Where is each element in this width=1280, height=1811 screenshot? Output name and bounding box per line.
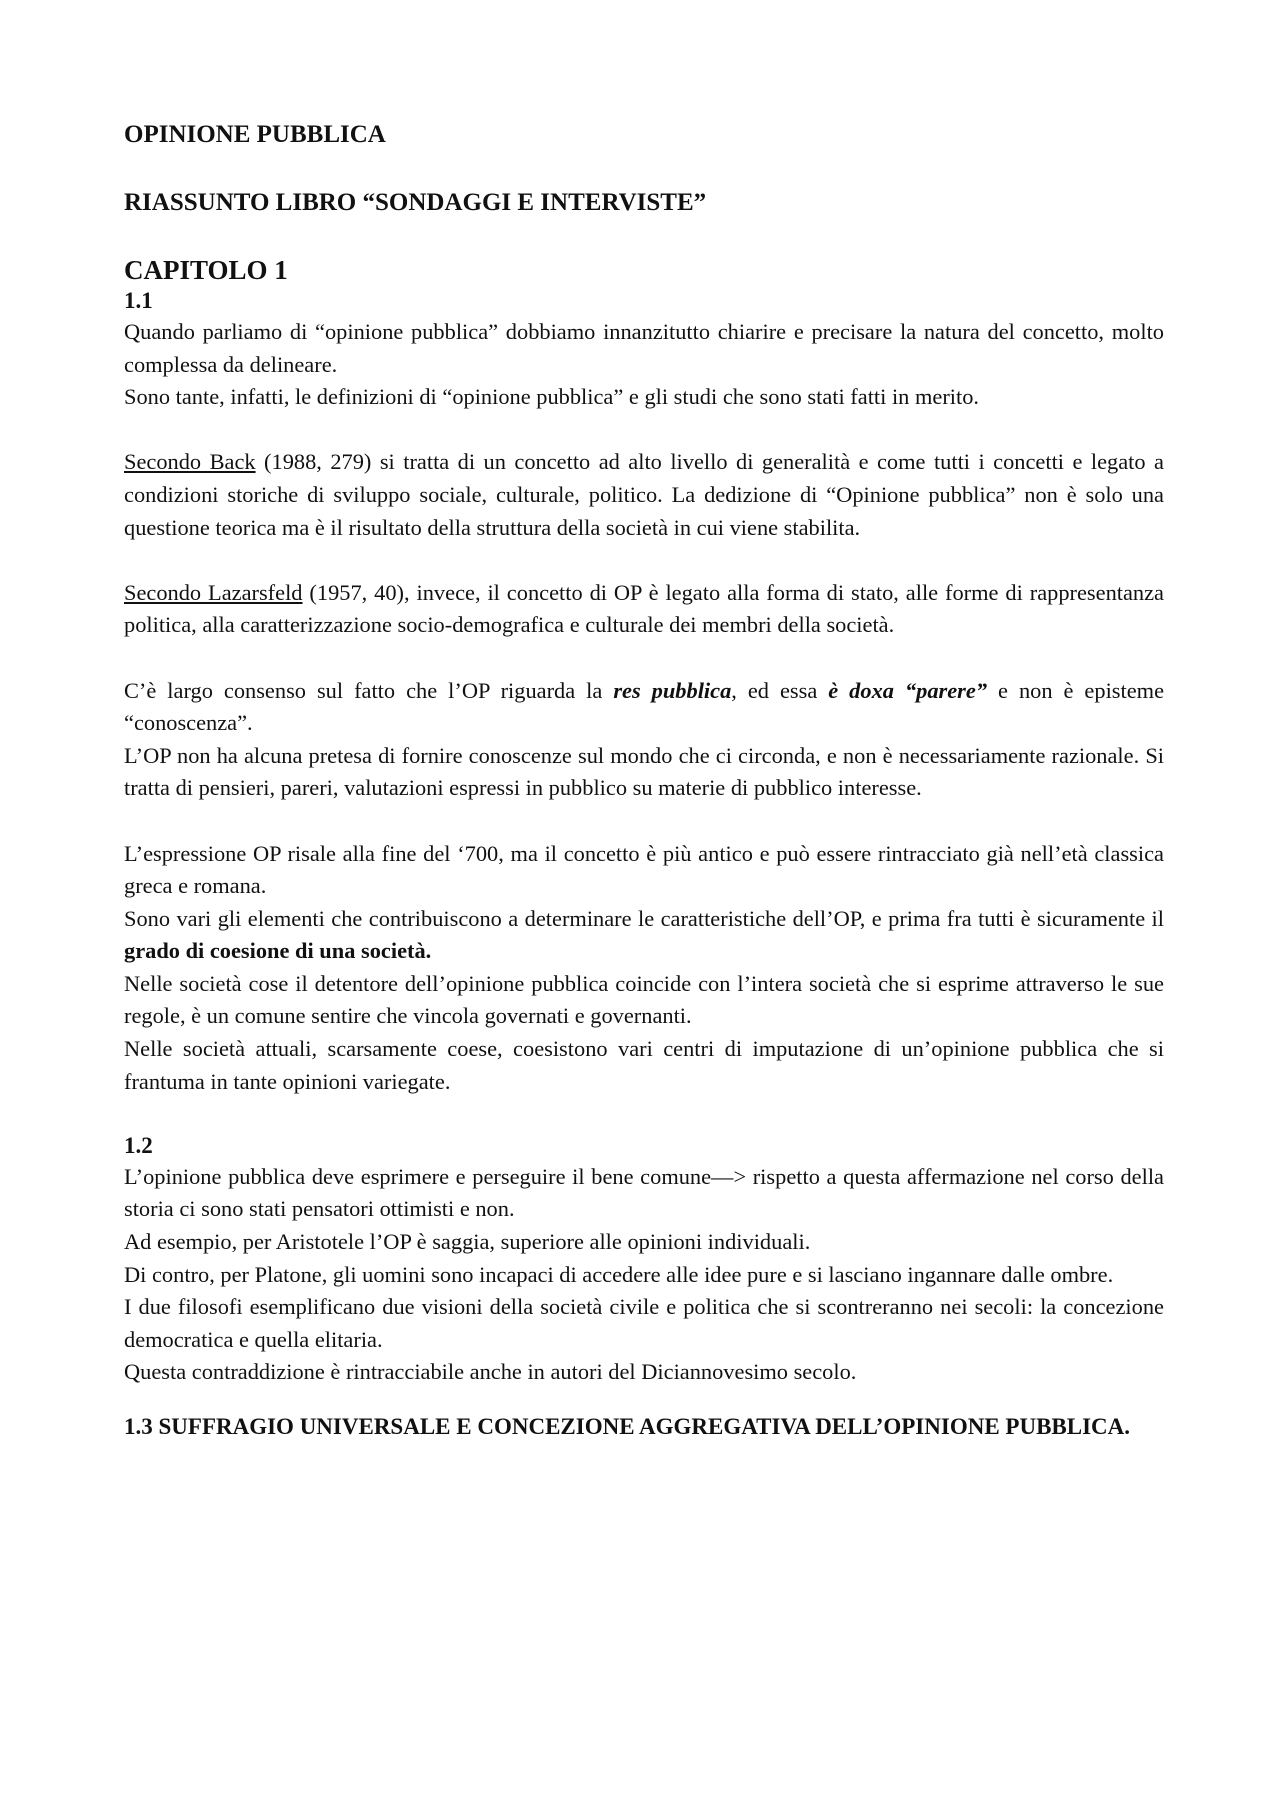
paragraph: Sono tante, infatti, le definizioni di “opinione pubblica” e gli studi che sono stati fatti in merito.: [124, 384, 980, 410]
paragraph-back: [124, 446, 1164, 544]
paragraph-coesione: [124, 903, 1164, 968]
author-back: Secondo Back: [124, 449, 256, 475]
paragraph: Nelle società cose il detentore dell’opinione pubblica coincide con l’intera società che si esprime attraverso le sue regole, è un comune sentire che vincola governati e governanti.: [124, 970, 1164, 1029]
paragraph-lazarsfeld: [124, 577, 1164, 642]
paragraph: Quando parliamo di “opinione pubblica” dobbiamo innanzitutto chiarire e precisare la natura del concetto, molto complessa da delineare.: [124, 319, 1164, 377]
paragraph: Questa contraddizione è rintracciabile anche in autori del Diciannovesimo secolo.: [124, 1359, 857, 1385]
paragraph: I due filosofi esemplificano due visioni della società civile e politica che si scontreranno nei secoli: la concezione democratica e quella elitaria.: [124, 1294, 1164, 1352]
chapter-heading: CAPITOLO 1: [124, 255, 288, 285]
document-title: OPINIONE PUBBLICA: [124, 121, 386, 148]
section-1-3: [124, 1411, 1164, 1444]
section-1-1: [124, 286, 1164, 1098]
section-number: 1.2: [124, 1132, 153, 1158]
section-1-2: [124, 1131, 1164, 1389]
author-lazarsfeld: Secondo Lazarsfeld: [124, 579, 303, 605]
paragraph: L’OP non ha alcuna pretesa di fornire conoscenze sul mondo che ci circonda, e non è necessariamente razionale. Si tratta di pensieri, pareri, valutazioni espressi in pubblico su materie di pubblico interesse.: [124, 742, 1164, 801]
document-subtitle: RIASSUNTO LIBRO “SONDAGGI E INTERVISTE”: [124, 189, 707, 216]
paragraph-text: e non è episteme “conoscenza”.: [124, 677, 1165, 736]
paragraph: L’espressione OP risale alla fine del ‘700, ma il concetto è più antico e può essere rintracciato già nell’età classica greca e romana.: [124, 840, 1164, 899]
paragraph-text: Sono vari gli elementi che contribuiscono a determinare le caratteristiche dell’OP, e prima fra tutti è sicuramente il: [124, 905, 1164, 931]
emphasis-doxa: è doxa “parere”: [828, 677, 988, 703]
section-number: 1.1: [124, 288, 153, 313]
paragraph-text: C’è largo consenso sul fatto che l’OP riguarda la: [124, 677, 614, 703]
paragraph: L’opinione pubblica deve esprimere e perseguire il bene comune—> rispetto a questa affermazione nel corso della storia ci sono stati pensatori ottimisti e non.: [124, 1163, 1164, 1222]
paragraph: Ad esempio, per Aristotele l’OP è saggia, superiore alle opinioni individuali.: [124, 1229, 811, 1255]
paragraph-text: (1988, 279) si tratta di un concetto ad alto livello di generalità e come tutti i concetti e legato a condizioni storiche di sviluppo sociale, culturale, politico. La dedizione di “Opinione pubblica” non è solo una questione teorica ma è il risultato della struttura della società in cui viene stabilita.: [124, 449, 1164, 540]
section-heading: 1.3 SUFFRAGIO UNIVERSALE E CONCEZIONE AGGREGATIVA DELL’OPINIONE PUBBLICA.: [124, 1414, 1131, 1439]
paragraph: Nelle società attuali, scarsamente coese, coesistono vari centri di imputazione di un’opinione pubblica che si frantuma in tante opinioni variegate.: [124, 1036, 1164, 1094]
emphasis-res-pubblica: res pubblica: [613, 677, 732, 703]
paragraph-doxa: [124, 675, 1164, 740]
emphasis-coesione: grado di coesione di una società.: [124, 938, 432, 964]
paragraph: Di contro, per Platone, gli uomini sono incapaci di accedere alle idee pure e si lasciano ingannare dalle ombre.: [124, 1261, 1114, 1287]
paragraph-text: , ed essa: [731, 677, 829, 703]
paragraph-text: (1957, 40), invece, il concetto di OP è legato alla forma di stato, alle forme di rappresentanza politica, alla caratterizzazione socio-demografica e culturale dei membri della società.: [124, 579, 1164, 638]
